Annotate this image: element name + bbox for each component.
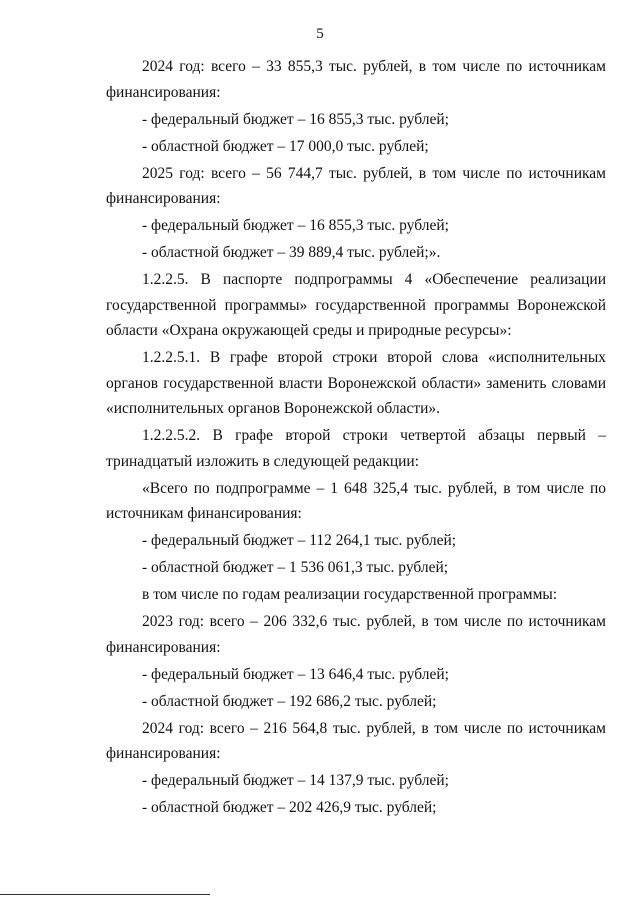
paragraph-subprogram-regional: - областной бюджет – 1 536 061,3 тыс. рублей; (142, 559, 449, 576)
paragraph-2025-regional: - областной бюджет – 39 889,4 тыс. рублей;». (142, 244, 441, 261)
paragraph-subprogram-total: «Всего по подпрограмме – 1 648 325,4 тыс. рублей, в том числе по источникам финансирования: (106, 479, 606, 522)
paragraph-1-2-2-5-1: 1.2.2.5.1. В графе второй строки второй слова «исполнительных органов государственной власти Воронежской области» заменить словами «исполнительных органов Воронежской области». (106, 349, 606, 417)
paragraph-2024-federal: - федеральный бюджет – 16 855,3 тыс. рублей; (142, 110, 449, 128)
paragraph-2024b-regional: - областной бюджет – 202 426,9 тыс. рублей; (142, 799, 437, 816)
page-number: 5 (316, 26, 324, 42)
paragraph-2025-federal: - федеральный бюджет – 16 855,3 тыс. рублей; (142, 217, 449, 234)
paragraph-by-years: в том числе по годам реализации государственной программы: (142, 586, 558, 603)
footer-divider (0, 894, 210, 895)
paragraph-1-2-2-5-2: 1.2.2.5.2. В графе второй строки четвертой абзацы первый – тринадцатый изложить в следующей редакции: (106, 427, 606, 470)
paragraph-1-2-2-5: 1.2.2.5. В паспорте подпрограммы 4 «Обеспечение реализации государственной программы» государственной программы Воронежской области «Охрана окружающей среды и природные ресурсы»: (106, 271, 606, 339)
paragraph-2024-regional: - областной бюджет – 17 000,0 тыс. рублей; (142, 137, 429, 155)
paragraph-subprogram-federal: - федеральный бюджет – 112 264,1 тыс. рублей; (142, 532, 457, 549)
paragraph-2023-federal: - федеральный бюджет – 13 646,4 тыс. рублей; (142, 665, 449, 683)
paragraph-2024-total: 2024 год: всего – 33 855,3 тыс. рублей, в том числе по источникам финансирования: (106, 58, 606, 101)
paragraph-2024b-total: 2024 год: всего – 216 564,8 тыс. рублей, в том числе по источникам финансирования: (106, 719, 606, 762)
paragraph-2024b-federal: - федеральный бюджет – 14 137,9 тыс. рублей; (142, 772, 449, 789)
paragraph-2023-total: 2023 год: всего – 206 332,6 тыс. рублей, в том числе по источникам финансирования: (106, 613, 606, 656)
paragraph-2023-regional: - областной бюджет – 192 686,2 тыс. рублей; (142, 692, 437, 710)
document-body (106, 54, 606, 822)
paragraph-2025-total: 2025 год: всего – 56 744,7 тыс. рублей, в том числе по источникам финансирования: (106, 164, 606, 207)
